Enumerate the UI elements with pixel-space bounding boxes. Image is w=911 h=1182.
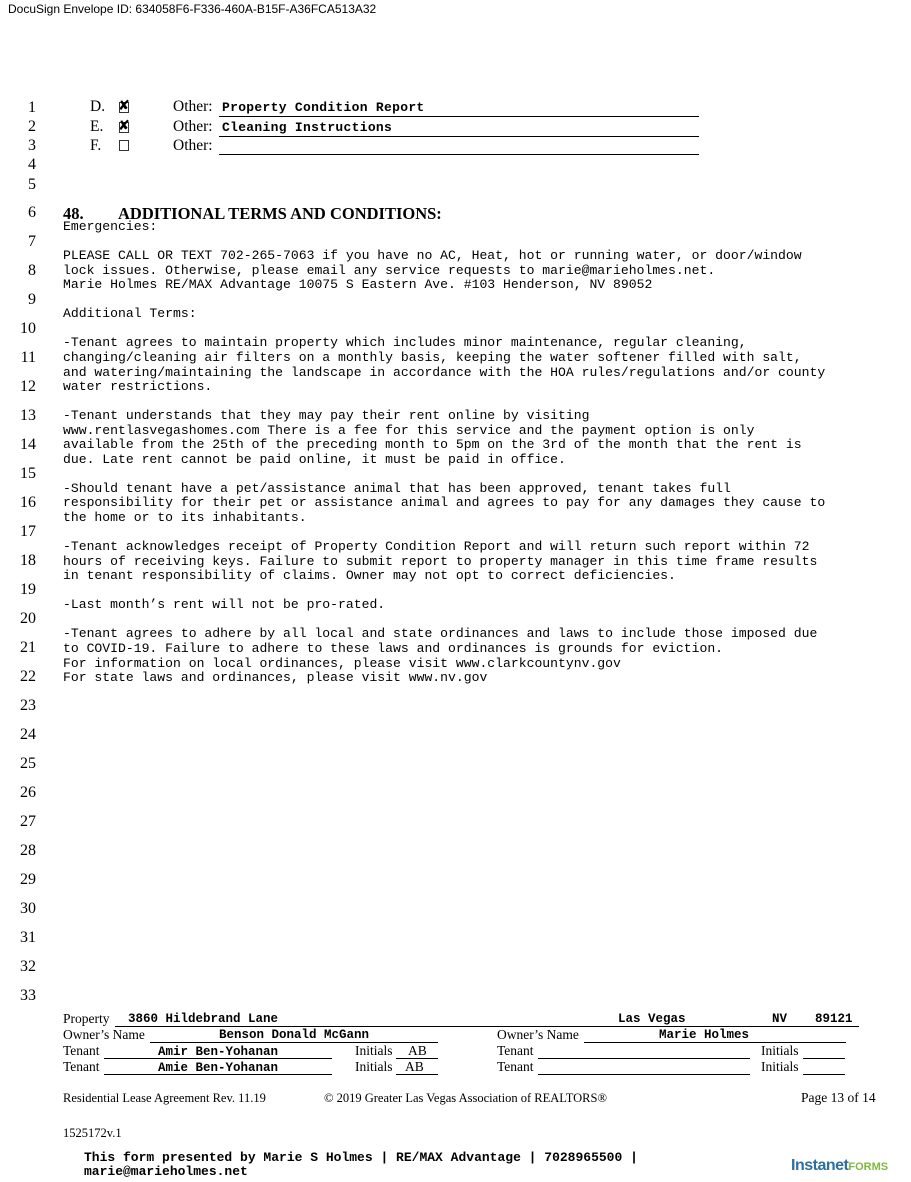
section-body-line: changing/cleaning air filters on a monthly basis, keeping the water softener filled with salt, xyxy=(63,349,802,365)
presented-by-line: This form presented by Marie S Holmes | RE/MAX Advantage | 7028965500 | xyxy=(84,1150,638,1165)
line-number: 26 xyxy=(20,784,36,801)
tenant4-line xyxy=(538,1060,750,1075)
doc-id: 1525172v.1 xyxy=(63,1126,122,1140)
initials-label: Initials xyxy=(761,1043,799,1058)
owners-name-label: Owner’s Name xyxy=(497,1027,579,1042)
line-number: 22 xyxy=(20,668,36,685)
tenant3-line xyxy=(538,1044,750,1059)
line-number: 23 xyxy=(20,697,36,714)
owner-name-left: Benson Donald McGann xyxy=(218,1028,370,1042)
property-label: Property xyxy=(63,1011,110,1026)
property-address: 3860 Hildebrand Lane xyxy=(128,1012,279,1026)
section-body-line: For information on local ordinances, please visit www.clarkcountynv.gov xyxy=(63,655,621,671)
line-number: 3 xyxy=(28,137,36,154)
section-body-line: the home or to its inhabitants. xyxy=(63,510,307,525)
other-label: Other: xyxy=(173,98,213,115)
line-number: 15 xyxy=(20,465,36,482)
section-body-line: -Tenant agrees to adhere by all local and state ordinances and laws to include those imposed due xyxy=(63,626,818,642)
section-body-line: Emergencies: xyxy=(63,219,158,234)
section-body-line: Marie Holmes RE/MAX Advantage 10075 S Eastern Ave. #103 Henderson, NV 89052 xyxy=(63,277,653,293)
section-body-line: to COVID-19. Failure to adhere to these laws and ordinances is grounds for eviction. xyxy=(63,640,724,656)
line-number: 31 xyxy=(20,929,36,946)
line-number: 2 xyxy=(28,118,36,135)
property-city: Las Vegas xyxy=(618,1012,686,1026)
tenant2-name: Amie Ben-Yohanan xyxy=(157,1061,279,1075)
line-number: 24 xyxy=(20,726,36,743)
tenant-label: Tenant xyxy=(63,1043,100,1058)
line-number: 10 xyxy=(20,320,36,337)
section-body-line: available from the 25th of the preceding month to 5pm on the 3rd of the month that the rent is xyxy=(63,437,802,453)
form-name: Residential Lease Agreement Rev. 11.19 xyxy=(63,1091,266,1105)
checkmark-d: ✘ xyxy=(118,99,130,114)
line-number: 30 xyxy=(20,900,36,917)
line-number: 13 xyxy=(20,407,36,424)
section-body-line: For state laws and ordinances, please visit www.nv.gov xyxy=(63,670,488,686)
initials-label: Initials xyxy=(761,1059,799,1074)
section-number: 48. xyxy=(63,204,84,223)
tenant3-initials-line xyxy=(803,1044,845,1059)
option-letter: D. xyxy=(90,98,106,115)
section-body-line: -Last month’s rent will not be pro-rated. xyxy=(63,597,386,613)
section-body-line: -Should tenant have a pet/assistance animal that has been approved, tenant takes full xyxy=(63,480,731,496)
section-body-line: water restrictions. xyxy=(63,379,213,395)
initials-label: Initials xyxy=(355,1059,393,1074)
section-body-line: -Tenant understands that they may pay their rent online by visiting xyxy=(63,408,590,424)
tenant1-initials: AB xyxy=(408,1043,427,1058)
other-value-d: Property Condition Report xyxy=(222,100,425,115)
other-field-f[interactable] xyxy=(219,137,699,155)
tenant4-initials-line xyxy=(803,1060,845,1075)
line-number: 5 xyxy=(28,176,36,193)
other-label: Other: xyxy=(173,118,213,135)
tenant1-name: Amir Ben-Yohanan xyxy=(157,1045,279,1059)
line-number: 29 xyxy=(20,871,36,888)
section-body-line: and watering/maintaining the landscape in accordance with the HOA rules/regulations and/or county xyxy=(63,364,826,380)
tenant2-initials: AB xyxy=(405,1059,424,1074)
section-title: ADDITIONAL TERMS AND CONDITIONS: xyxy=(118,204,442,223)
section-body-line: lock issues. Otherwise, please email any service requests to marie@marieholmes.net. xyxy=(63,262,716,278)
property-zip: 89121 xyxy=(815,1012,853,1026)
line-number: 6 xyxy=(28,204,36,221)
line-number: 18 xyxy=(20,552,36,569)
section-body-line: -Tenant acknowledges receipt of Property Condition Report and will return such report within 72 xyxy=(63,539,810,555)
line-number: 27 xyxy=(20,813,36,830)
section-body-line: -Tenant agrees to maintain property which includes minor maintenance, regular cleaning, xyxy=(63,335,747,351)
section-body-line: www.rentlasvegashomes.com There is a fee for this service and the payment option is only xyxy=(63,422,755,438)
section-body-line: in tenant responsibility of claims. Owner may not opt to correct deficiencies. xyxy=(63,568,676,584)
line-number: 8 xyxy=(28,262,36,279)
option-letter: E. xyxy=(90,118,104,135)
property-state: NV xyxy=(772,1012,788,1026)
owner-name-right: Marie Holmes xyxy=(658,1028,749,1042)
line-number: 19 xyxy=(20,581,36,598)
checkmark-e: ✘ xyxy=(118,119,130,134)
initials-label: Initials xyxy=(355,1043,393,1058)
presented-by-email: marie@marieholmes.net xyxy=(84,1164,248,1179)
line-number: 28 xyxy=(20,842,36,859)
section-body-line: PLEASE CALL OR TEXT 702-265-7063 if you have no AC, Heat, hot or running water, or door/window xyxy=(63,248,802,264)
option-letter: F. xyxy=(90,137,102,154)
line-number: 7 xyxy=(28,233,36,250)
line-number: 9 xyxy=(28,291,36,308)
section-body-line: hours of receiving keys. Failure to submit report to property manager in this time frame results xyxy=(63,553,818,569)
line-number: 21 xyxy=(20,639,36,656)
docusign-envelope-id: DocuSign Envelope ID: 634058F6-F336-460A-B15F-A36FCA513A32 xyxy=(8,2,377,16)
section-body-line: due. Late rent cannot be paid online, it must be paid in office. xyxy=(63,451,566,467)
line-number: 11 xyxy=(20,349,36,366)
section-body-line: responsibility for their pet or assistance animal and agrees to pay for any damages they cause to xyxy=(63,495,826,511)
section-body-line: Additional Terms: xyxy=(63,306,197,322)
line-number: 12 xyxy=(20,378,36,395)
line-number: 33 xyxy=(20,987,36,1004)
line-number: 32 xyxy=(20,958,36,975)
other-value-e: Cleaning Instructions xyxy=(222,120,393,135)
logo-main: Instanet xyxy=(791,1157,849,1174)
line-number: 4 xyxy=(28,156,36,173)
tenant-label: Tenant xyxy=(497,1043,534,1058)
line-number: 16 xyxy=(20,494,36,511)
line-number: 17 xyxy=(20,523,36,540)
copyright: © 2019 Greater Las Vegas Association of REALTORS® xyxy=(324,1091,607,1105)
owners-name-label: Owner’s Name xyxy=(63,1027,145,1042)
line-number: 20 xyxy=(20,610,36,627)
line-number: 14 xyxy=(20,436,36,453)
checkbox-f[interactable] xyxy=(119,140,129,151)
tenant-label: Tenant xyxy=(63,1059,100,1074)
page-number: Page 13 of 14 xyxy=(801,1090,876,1105)
other-label: Other: xyxy=(173,137,213,154)
tenant-label: Tenant xyxy=(497,1059,534,1074)
line-number: 1 xyxy=(28,99,36,116)
logo-suffix: FORMS xyxy=(848,1161,889,1173)
instanet-forms-logo xyxy=(791,1157,888,1175)
line-number: 25 xyxy=(20,755,36,772)
